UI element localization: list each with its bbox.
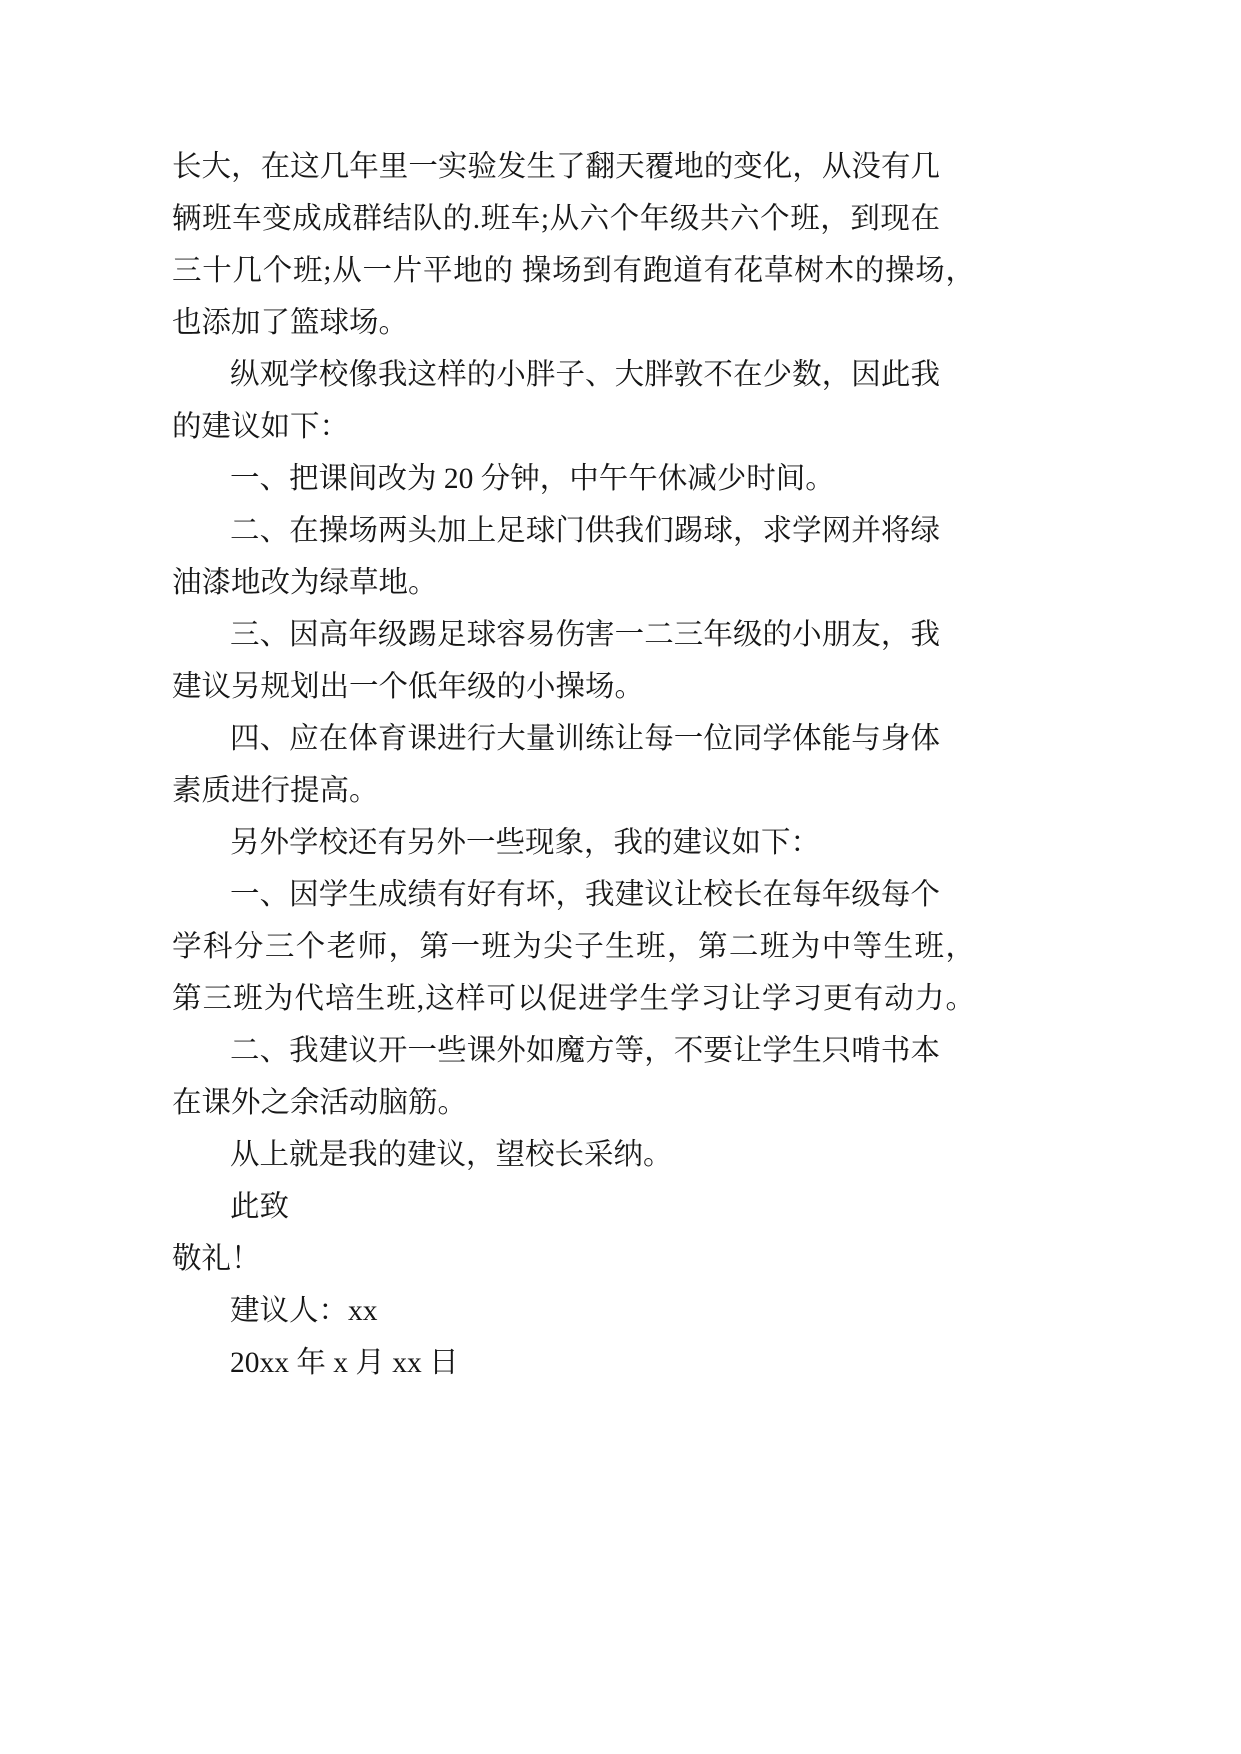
- paragraph-overview: [172, 349, 975, 453]
- paragraph-line: 一、因学生成绩有好有坏，我建议让校长在每年级每个: [230, 879, 940, 911]
- paragraph-suggestion-2: [172, 505, 975, 609]
- paragraph-other-phenomena: [172, 817, 975, 869]
- paragraph-line: 的建议如下：: [172, 411, 350, 443]
- paragraph-suggestion-4: [172, 713, 975, 817]
- paragraph-line: 二、在操场两头加上足球门供我们踢球，求学网并将绿: [230, 515, 940, 547]
- paragraph-line: 在课外之余活动脑筋。: [172, 1087, 468, 1119]
- paragraph-line: 从上就是我的建议，望校长采纳。: [230, 1139, 673, 1171]
- paragraph-line: 三、因高年级踢足球容易伤害一二三年级的小朋友，我: [230, 619, 940, 651]
- paragraph-line: 也添加了篮球场。: [172, 307, 409, 339]
- paragraph-other-suggestion-2: [172, 1025, 975, 1129]
- paragraph-line: 辆班车变成成群结队的.班车;从六个年级共六个班，到现在: [172, 203, 940, 235]
- paragraph-line: 第三班为代培生班,这样可以促进学生学习让学习更有动力。: [172, 983, 975, 1015]
- closing-salutation-2: 敬礼！: [172, 1243, 261, 1275]
- paragraph-line: 学科分三个老师，第一班为尖子生班，第二班为中等生班，: [172, 931, 975, 963]
- signer-line: 建议人：xx: [230, 1295, 378, 1327]
- paragraph-line: 另外学校还有另外一些现象，我的建议如下：: [230, 827, 821, 859]
- paragraph-line: 三十几个班;从一片平地的 操场到有跑道有花草树木的操场，: [172, 255, 975, 287]
- paragraph-line: 二、我建议开一些课外如魔方等，不要让学生只啃书本: [230, 1035, 940, 1067]
- paragraph-line: 四、应在体育课进行大量训练让每一位同学体能与身体: [230, 723, 940, 755]
- paragraph-line: 纵观学校像我这样的小胖子、大胖敦不在少数，因此我: [230, 359, 940, 391]
- paragraph-suggestion-3: [172, 609, 975, 713]
- paragraph-line: 长大，在这几年里一实验发生了翻天覆地的变化，从没有几: [172, 151, 940, 183]
- paragraph-conclusion: [172, 1129, 975, 1181]
- paragraph-line: 油漆地改为绿草地。: [172, 567, 438, 599]
- letter-closing: [172, 1181, 975, 1389]
- closing-salutation-1: 此致: [230, 1191, 290, 1223]
- paragraph-line: 建议另规划出一个低年级的小操场。: [172, 671, 645, 703]
- paragraph-line: 素质进行提高。: [172, 775, 379, 807]
- paragraph-other-suggestion-1: [172, 869, 975, 1025]
- date-line: 20xx 年 x 月 xx 日: [230, 1347, 459, 1379]
- document-body: [172, 141, 975, 1389]
- paragraph-line: 一、把课间改为 20 分钟，中午午休减少时间。: [230, 463, 835, 495]
- paragraph-intro-continuation: [172, 141, 975, 349]
- paragraph-suggestion-1: [172, 453, 975, 505]
